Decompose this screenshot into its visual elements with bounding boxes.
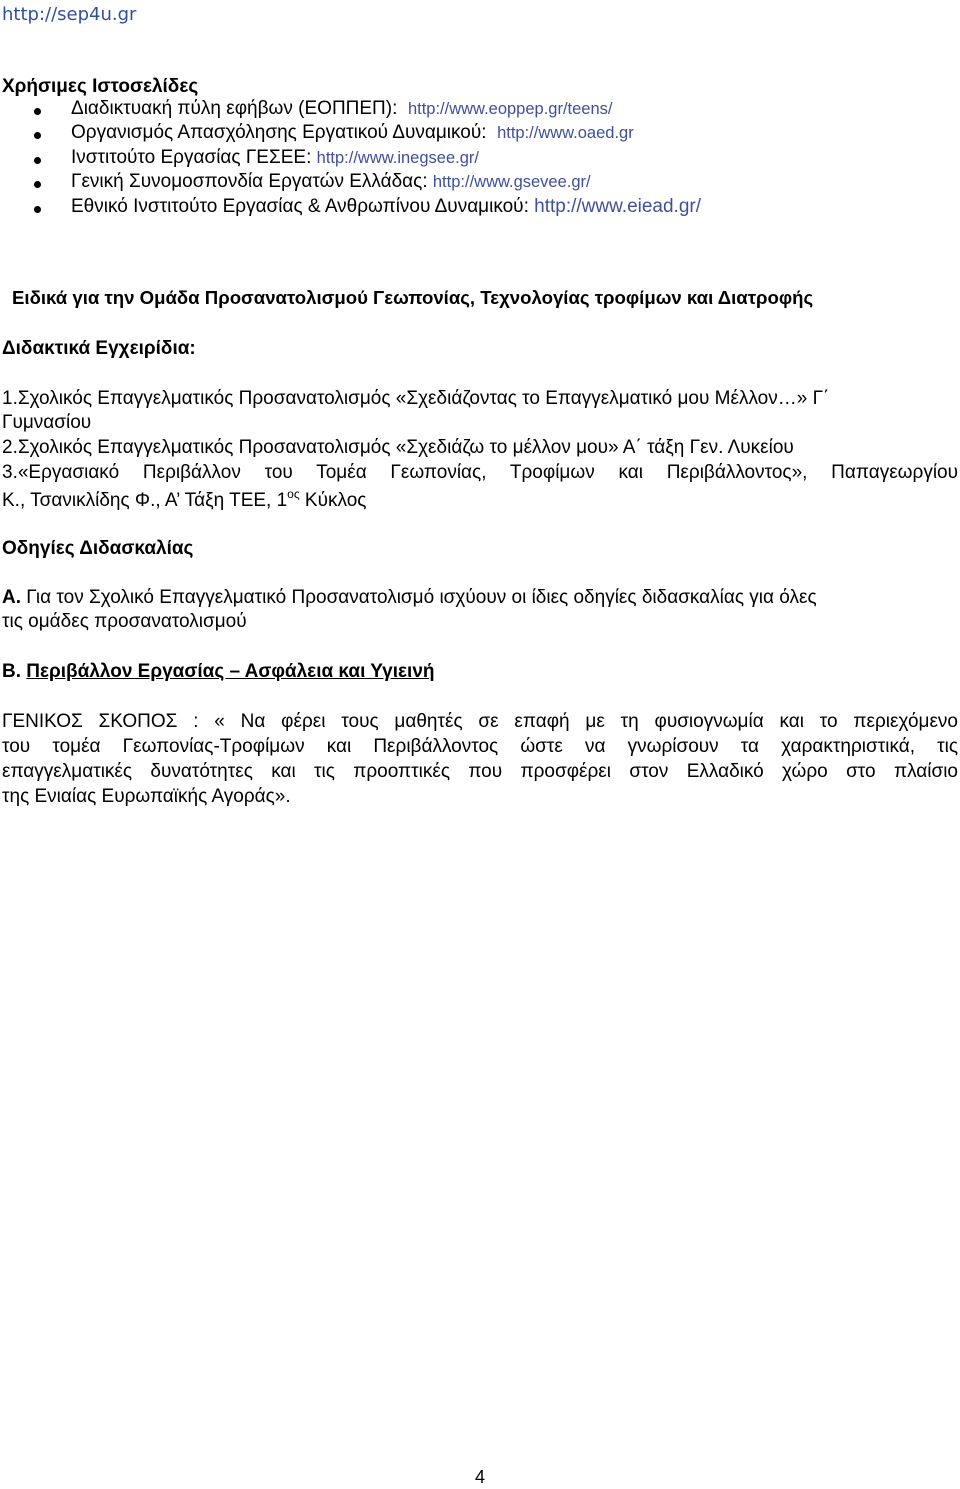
- bullet-icon: [34, 108, 41, 115]
- textbook-item-1-line-2: Γυμνασίου: [2, 412, 92, 433]
- textbooks-title: Διδακτικά Εγχειρίδια:: [2, 338, 196, 359]
- instruction-a-label: Α.: [2, 587, 21, 608]
- list-item: [0, 98, 701, 122]
- instruction-b-heading: [2, 661, 435, 683]
- textbook-item-3-text: Κ., Τσανικλίδης Φ., Α’ Τάξη ΤΕΕ, 1: [2, 490, 288, 511]
- general-goal-line-1: ΓΕΝΙΚΟΣ ΣΚΟΠΟΣ : « Να φέρει τους μαθητές σε επαφή με τη φυσιογνωμία και το περιεχόμενο: [2, 711, 958, 732]
- page-number: 4: [474, 1467, 485, 1487]
- textbook-item-3-text-end: Κύκλος: [299, 490, 367, 511]
- section-title: Ειδικά για την Ομάδα Προσανατολισμού Γεωπονίας, Τεχνολογίας τροφίμων και Διατροφής: [12, 287, 814, 308]
- bullet-icon: [34, 157, 41, 164]
- site-link[interactable]: http://www.eiead.gr/: [534, 195, 702, 217]
- useful-sites-title: Χρήσιμες Ιστοσελίδες: [2, 76, 199, 97]
- ordinal-suffix: ος: [287, 487, 300, 501]
- header-url-link[interactable]: http://sep4u.gr: [2, 4, 137, 25]
- textbook-item-2: 2.Σχολικός Επαγγελματικός Προσανατολισμός «Σχεδιάζω το μέλλον μου» Α΄ τάξη Γεν. Λυκείου: [2, 437, 794, 458]
- site-label: Διαδικτυακή πύλη εφήβων (ΕΟΠΠΕΠ):: [71, 98, 398, 119]
- site-label: Ινστιτούτο Εργασίας ΓΕΣΕΕ:: [71, 146, 312, 168]
- general-goal-line-2: του τομέα Γεωπονίας-Τροφίμων και Περιβάλλοντος ώστε να γνωρίσουν τα χαρακτηριστικά, τις: [2, 736, 958, 757]
- instructions-title: Οδηγίες Διδασκαλίας: [2, 538, 194, 559]
- bullet-icon: [34, 181, 41, 188]
- useful-sites-list: [0, 98, 701, 220]
- site-label: Εθνικό Ινστιτούτο Εργασίας & Ανθρωπίνου Δυναμικού:: [71, 195, 529, 217]
- general-goal-line-3: επαγγελματικές δυνατότητες και τις προοπτικές που προσφέρει στον Ελλαδικό χώρο στο πλαίσιο: [2, 761, 958, 782]
- site-link[interactable]: http://www.inegsee.gr/: [316, 148, 479, 167]
- list-item: [0, 122, 701, 146]
- site-label: Οργανισμός Απασχόλησης Εργατικού Δυναμικού:: [71, 122, 487, 144]
- instruction-b-title: Περιβάλλον Εργασίας – Ασφάλεια και Υγιεινή: [26, 661, 435, 682]
- bullet-icon: [34, 132, 41, 139]
- site-link[interactable]: http://www.eoppep.gr/teens/: [407, 100, 613, 118]
- bullet-icon: [34, 206, 41, 213]
- instruction-a-text: Για τον Σχολικό Επαγγελματικό Προσανατολισμό ισχύουν οι ίδιες οδηγίες διδασκαλίας για όλες: [21, 587, 817, 608]
- textbook-item-1-line-1: 1.Σχολικός Επαγγελματικός Προσανατολισμός «Σχεδιάζοντας το Επαγγελματικό μου Μέλλον…» Γ΄: [2, 388, 830, 409]
- site-link[interactable]: http://www.gsevee.gr/: [432, 173, 591, 192]
- site-link[interactable]: http://www.oaed.gr: [497, 124, 634, 143]
- instruction-a-line-2: τις ομάδες προσανατολισμού: [2, 611, 247, 632]
- site-label: Γενική Συνομοσπονδία Εργατών Ελλάδας:: [71, 171, 428, 193]
- textbook-item-3-line-2: [2, 487, 366, 512]
- textbook-item-3-line-1: 3.«Εργασιακό Περιβάλλον του Τομέα Γεωπονίας, Τροφίμων και Περιβάλλοντος», Παπαγεωργίου: [2, 462, 958, 483]
- list-item: [0, 171, 701, 195]
- general-goal-line-4: της Ενιαίας Ευρωπαϊκής Αγοράς».: [2, 786, 291, 807]
- list-item: [0, 147, 701, 171]
- instruction-a-line-1: [2, 587, 817, 609]
- list-item: [0, 196, 701, 220]
- instruction-b-label: Β.: [2, 661, 27, 682]
